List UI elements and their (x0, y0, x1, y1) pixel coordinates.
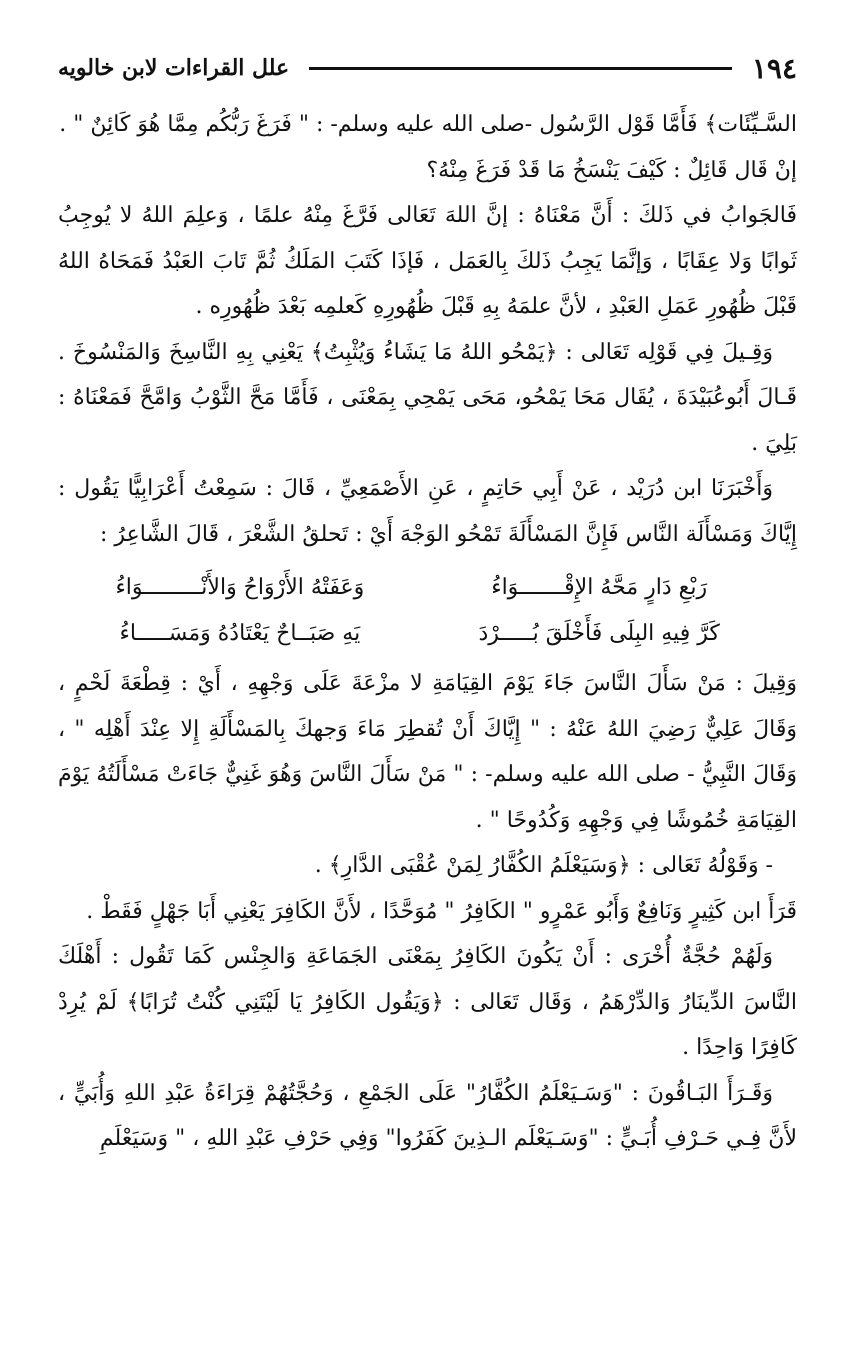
poem-verse (58, 611, 797, 657)
page-header (58, 48, 797, 88)
paragraph: وَلَهُمْ حُجَّةٌ أُخْرَى : أَنْ يَكُونَ الكَافِرُ بِمَعْنَى الجَمَاعَةِ وَالجِنْس كَمَا تَقُول : أَهْلَكَ النَّاسَ الدِّينَارُ وَالدِّرْهَمُ ، وَقَال تَعَالى : ﴿وَيَقُول الكَافِرُ يَا لَيْتَنِي كُنْتُ تُرَابًا﴾ لَمْ يُرِدْ كَافِرًا وَاحِدًا . (58, 944, 797, 1060)
poem-verse (58, 565, 797, 611)
paragraph: وَأَخْبَرَنَا ابن دُرَيْد ، عَنْ أَبِي حَاتِمٍ ، عَنِ الأَصْمَعِيِّ ، قَالَ : سَمِعْتُ أَعْرَابِيًّا يَقُول : إِيَّاكَ وَمَسْأَلَة النَّاس فَإِنَّ المَسْأَلَةَ تَمْحُو الوَجْهَ أَيْ : تَحلقُ الشَّعْرَ ، قَالَ الشَّاعِرُ : (58, 476, 797, 547)
paragraph: فَالجَوابُ في ذَلكَ : أَنَّ مَعْنَاهُ : إنَّ اللهَ تَعَالى فَرَّغَ مِنْهُ علمًا ، وَعلِمَ اللهُ لا يُوجِبُ ثَوابًا وَلا عِقَابًا ، وَإنَّمَا يَجِبُ ذَلكَ بِالعَمَل ، فَإذَا كَتَبَ المَلَكُ ثُمَّ تَابَ العَبْدُ فَمَحَاهُ اللهُ قَبْلَ ظُهُورِ عَمَلِ العَبْدِ ، لأنَّ علمَهُ بِهِ قَبْلَ ظُهُورِهِ كَعلمِه بَعْدَ ظُهُورِه . (58, 203, 797, 319)
paragraph: وَقِـيلَ فِي قَوْلِه تَعَالى : ﴿يَمْحُو اللهُ مَا يَشَاءُ وَيُثْبِتُ﴾ يَعْنِي بِهِ النَّاسِخَ وَالمَنْسُوخَ . قَـالَ أَبُوعُبَيْدَةَ ، يُقَال مَحَا يَمْحُو، مَحَى يَمْحِي بِمَعْنَى ، فَأَمَّا مَحَّ الثَّوْبُ وَامَّحَّ فَمَعْنَاهُ : بَلِيَ . (58, 339, 797, 456)
header-rule (309, 67, 732, 70)
paragraph: وَقِيلَ : مَنْ سَأَلَ النَّاسَ جَاءَ يَوْمَ القِيَامَةِ لا مزْعَةَ عَلَى وَجْهِهِ ، أَيْ : قِطْعَةَ لَحْمٍ ، وَقَالَ عَلِيٌّ رَضِيَ اللهُ عَنْهُ : " إِيَّاكَ أَنْ تُقطِرَ مَاءَ وَجهكَ بِالمَسْأَلَةِ إِلا عِنْدَ أَهْلِه " ، وَقَالَ النَّبِيُّ - صلى الله عليه وسلم- : " مَنْ سَأَلَ النَّاسَ وَهُوَ غَنِيٌّ جَاءَتْ مَسْأَلَتُهُ يَوْمَ القِيَامَةِ خُمُوشًا فِي وَجْهِهِ وَكُدُوحًا " . (58, 671, 797, 833)
paragraph: قَرَأَ ابن كَثِيرٍ وَنَافِعٌ وَأَبُو عَمْرٍو " الكَافِرُ " مُوَحَّدًا ، لأَنَّ الكَافِرَ يَعْنِي أَبَا جَهْلٍ فَقَطْ . (86, 898, 797, 924)
running-title: علل القراءات لابن خالويه (58, 55, 290, 81)
page-number: ١٩٤ (751, 51, 797, 85)
paragraph: - وَقَوْلُهُ تَعَالى : ﴿وَسَيَعْلَمُ الكُفَّارُ لِمَنْ عُقْبَى الدَّارِ﴾ . (314, 853, 773, 878)
paragraph: وَقَـرَأَ البَـاقُونَ : "وَسَـيَعْلَمُ الكُفَّارُ" عَلَى الجَمْعِ ، وَحُجَّتُهُمْ قِرَاءَةُ عَبْدِ اللهِ وَأُبَيٍّ ، لأَنَّ فِـي حَـرْفِ أُبَـيٍّ : "وَسَـيَعْلَم الـذِينَ كَفَرُوا" وَفِي حَرْفِ عَبْدِ اللهِ ، " وَسَيَعْلَمِ (58, 1080, 797, 1151)
paragraph: إنْ قَال قَائِلٌ : كَيْفَ يَنْسَخُ مَا قَدْ فَرَغَ مِنْهُ؟ (426, 157, 797, 183)
paragraph: السَّـيِّئَات﴾ فَأَمَّا قَوْل الرَّسُول -صلى الله عليه وسلم- : " فَرَغَ رَبُّكُم مِمَّا هُوَ كَائِنٌ " . (59, 112, 797, 137)
verse-second-hemistich: وَعَفَتْهُ الأَرْوَاحُ وَالأَنْـــــــــوَاءُ (115, 575, 365, 600)
verse-second-hemistich: يَهِ صَبَــاحٌ يَعْتَادُهُ وَمَسَـــــاءُ (119, 621, 361, 646)
poem (58, 565, 797, 657)
page-body (58, 102, 797, 1162)
verse-first-hemistich: كَرَّ فِيهِ البِلَى فَأَخْلَقَ بُـــــرْدَ (478, 621, 720, 646)
verse-first-hemistich: رَبْعِ دَارٍ مَحَّهُ الإِقْـــــــوَاءُ (491, 575, 708, 600)
